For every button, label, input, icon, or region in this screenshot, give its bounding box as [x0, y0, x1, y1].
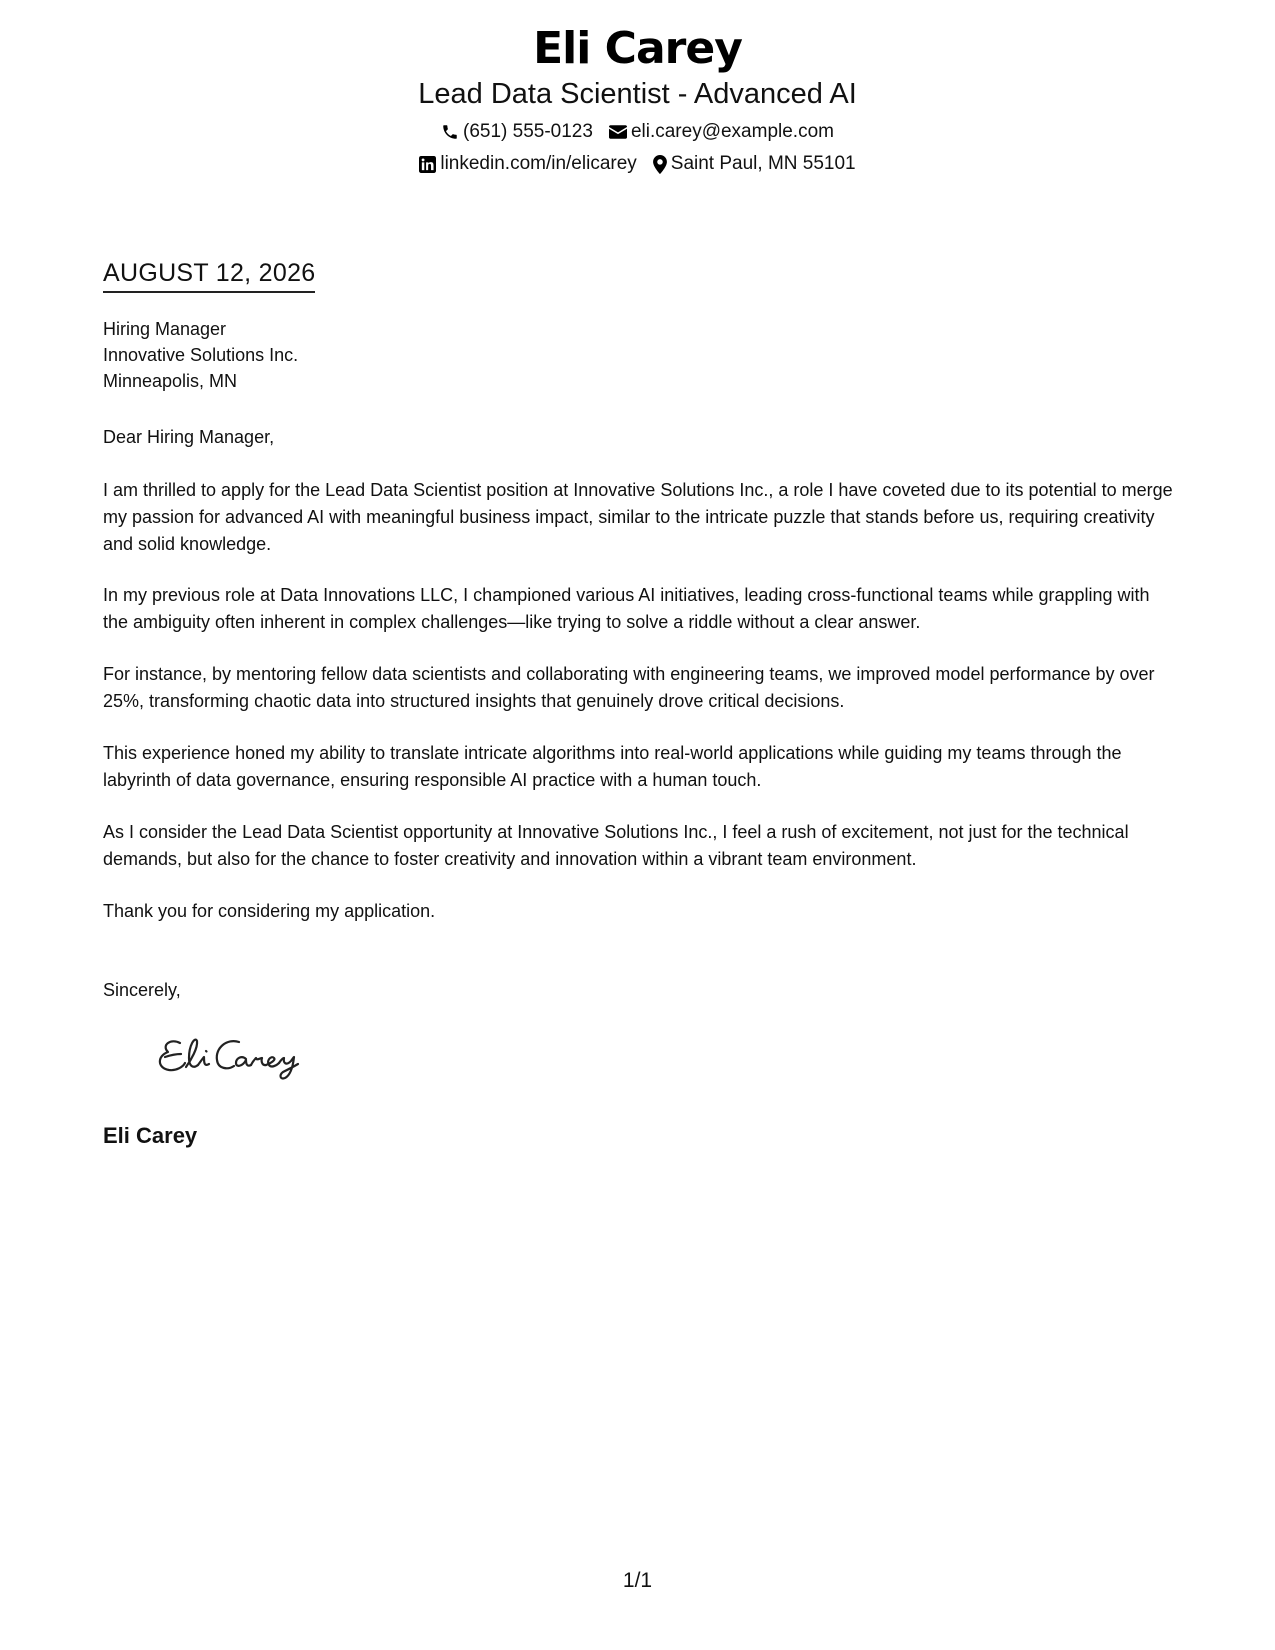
email-contact[interactable]	[609, 120, 834, 144]
email-text: eli.carey@example.com	[630, 121, 834, 142]
linkedin-contact[interactable]	[419, 152, 636, 176]
applicant-name: Eli Carey	[533, 23, 742, 74]
page-number: 1/1	[622, 1569, 653, 1592]
applicant-title: Lead Data Scientist - Advanced AI	[418, 78, 857, 110]
body-paragraph: As I consider the Lead Data Scientist opportunity at Innovative Solutions Inc., I feel a rush of excitement, not just for the technical demands, but also for the chance to foster creativity and innovation within a vibrant team environment.	[103, 822, 1129, 869]
recipient-location: Minneapolis, MN	[103, 371, 238, 391]
body-paragraph: This experience honed my ability to translate intricate algorithms into real-world applications while guiding my teams through the labyrinth of data governance, ensuring responsible AI practice with a human touch.	[103, 743, 1122, 790]
letter-header	[0, 22, 1275, 176]
handwritten-signature	[155, 1030, 315, 1084]
body-paragraph: Thank you for considering my application.	[103, 901, 436, 921]
phone-text: (651) 555-0123	[463, 121, 593, 142]
location-text: Saint Paul, MN 55101	[670, 153, 856, 174]
linkedin-text: linkedin.com/in/elicarey	[440, 153, 637, 174]
contact-line-primary	[0, 120, 1275, 144]
body-paragraph: For instance, by mentoring fellow data scientists and collaborating with engineering teams, we improved model performance by over 25%, transforming chaotic data into structured insights that genuinely drove critical decisions.	[103, 664, 1155, 711]
linkedin-icon	[419, 156, 436, 173]
phone-contact[interactable]	[441, 120, 593, 144]
recipient-block	[103, 316, 1178, 394]
contact-line-secondary	[0, 152, 1275, 176]
salutation: Dear Hiring Manager,	[103, 427, 275, 447]
map-marker-icon	[653, 155, 667, 174]
body-paragraph: I am thrilled to apply for the Lead Data Scientist position at Innovative Solutions Inc., a role I have coveted due to its potential to merge my passion for advanced AI with meaningful business impact, similar to the intricate puzzle that stands before us, requiring creativity and solid knowledge.	[103, 480, 1173, 554]
recipient-name: Hiring Manager	[103, 319, 227, 339]
location-contact	[653, 152, 856, 176]
envelope-icon	[609, 125, 627, 139]
signer-name: Eli Carey	[103, 1123, 198, 1148]
phone-icon	[441, 123, 459, 141]
recipient-company: Innovative Solutions Inc.	[103, 345, 299, 365]
body-paragraph: In my previous role at Data Innovations LLC, I championed various AI initiatives, leading cross-functional teams while grappling with the ambiguity often inherent in complex challenges—like trying to solve a riddle without a clear answer.	[103, 585, 1150, 632]
closing: Sincerely,	[103, 980, 181, 1000]
letter-date: AUGUST 12, 2026	[103, 257, 315, 293]
